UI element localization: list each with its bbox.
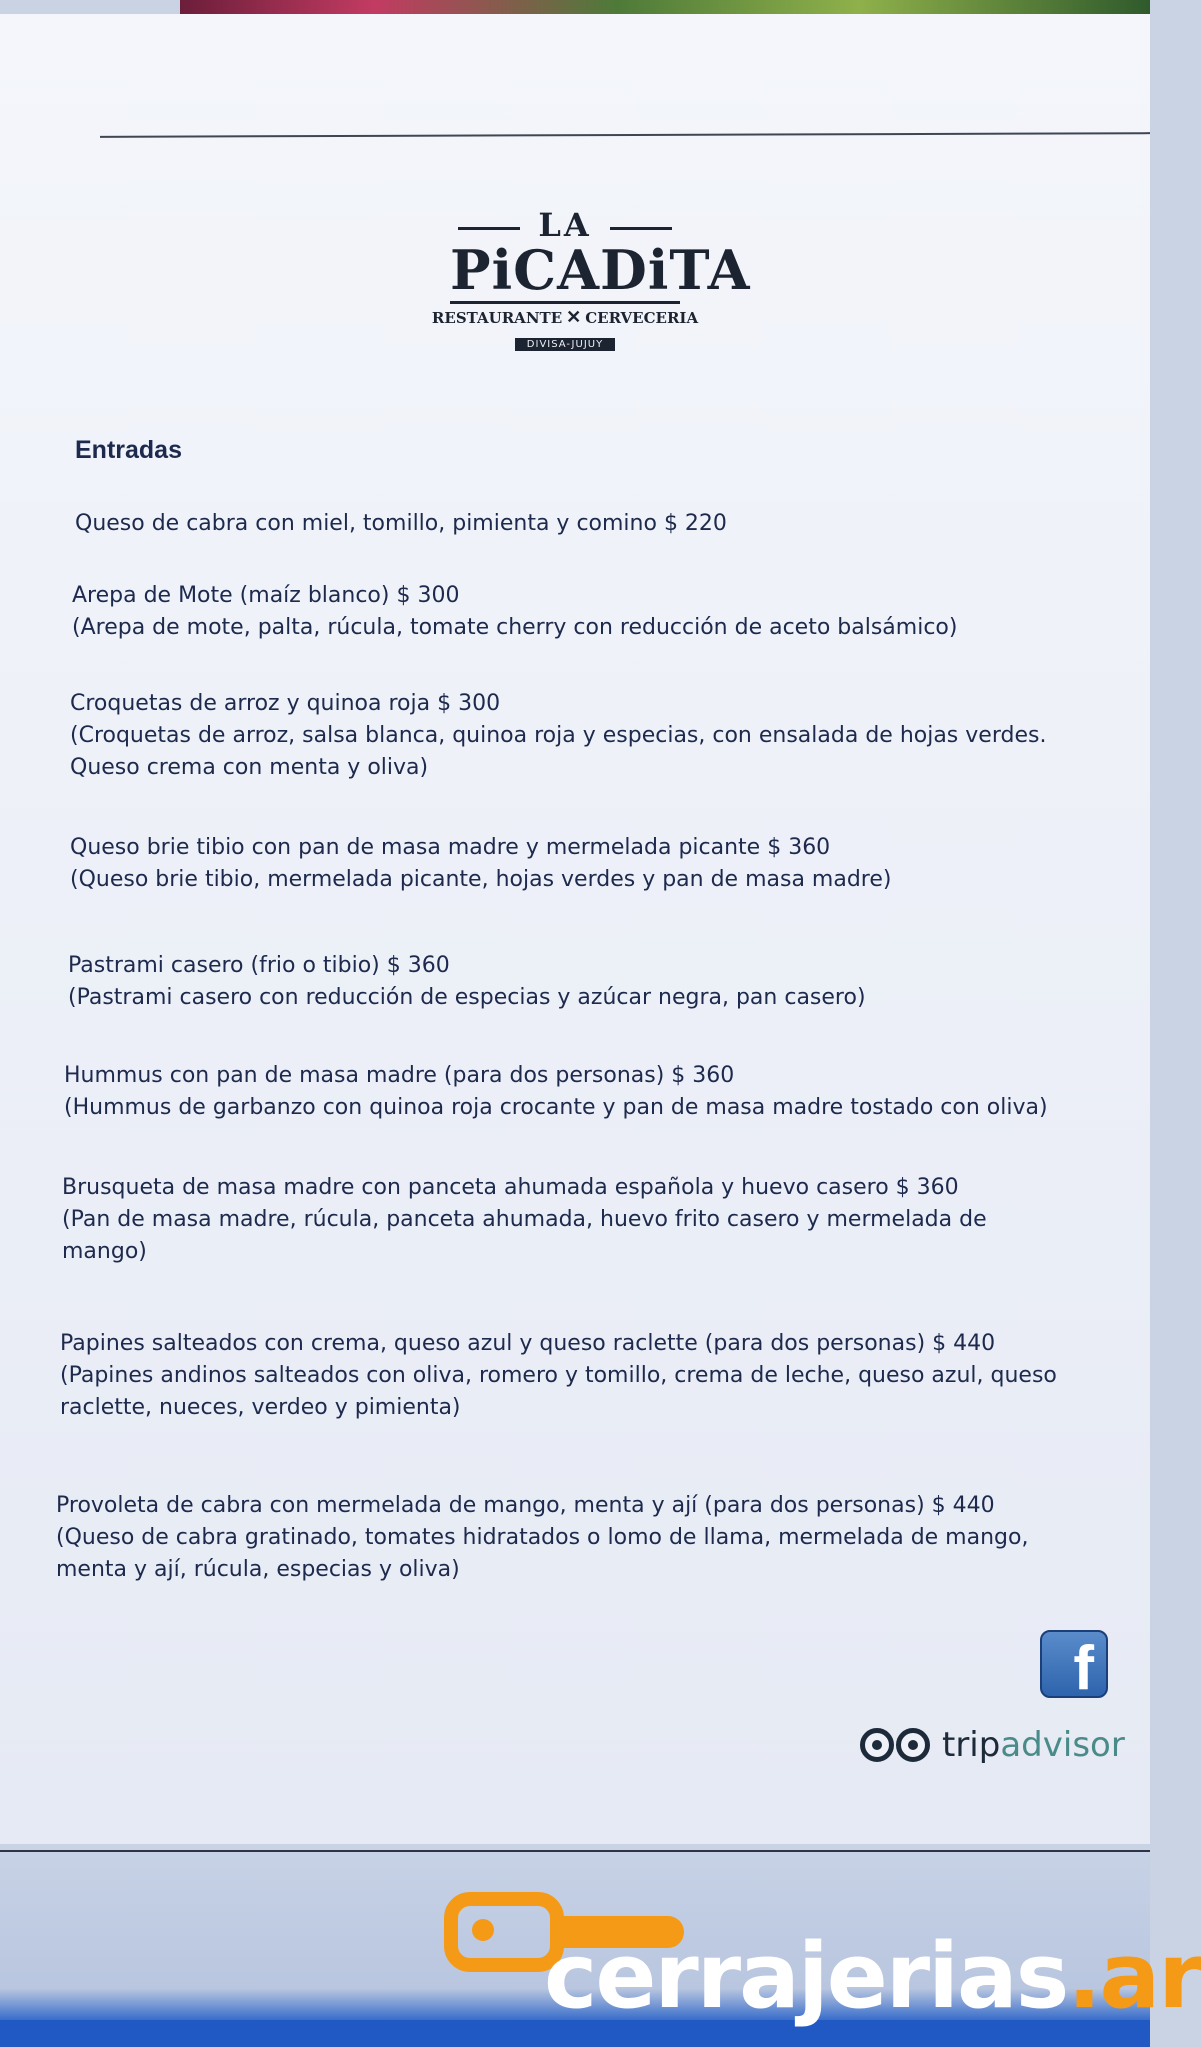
logo-ribbon: DIVISA-JUJUY xyxy=(515,338,615,351)
menu-item xyxy=(75,508,1135,540)
watermark-text xyxy=(544,1922,1201,2032)
menu-item-description: (Queso de cabra gratinado, tomates hidratados o lomo de llama, mermelada de mango, xyxy=(56,1525,1029,1550)
menu-item-description: mango) xyxy=(62,1239,147,1264)
menu-item-title: Croquetas de arroz y quinoa roja $ 300 xyxy=(70,691,501,716)
menu-item-description: (Hummus de garbanzo con quinoa roja crocante y pan de masa madre tostado con oliva) xyxy=(64,1095,1048,1120)
menu-item-title: Queso de cabra con miel, tomillo, pimienta y comino $ 220 xyxy=(75,511,727,536)
menu-item-description: (Queso brie tibio, mermelada picante, hojas verdes y pan de masa madre) xyxy=(70,867,892,892)
menu-item xyxy=(68,950,1128,1014)
watermark xyxy=(440,1886,1201,2036)
facebook-glyph: f xyxy=(1073,1634,1094,1703)
menu-item-description: (Pan de masa madre, rúcula, panceta ahumada, huevo frito casero y mermelada de xyxy=(62,1207,987,1232)
tripadvisor-logo[interactable] xyxy=(858,1720,1125,1770)
menu-item-description: raclette, nueces, verdeo y pimienta) xyxy=(60,1395,461,1420)
restaurant-logo xyxy=(431,205,751,385)
logo-sub-left: RESTAURANTE xyxy=(431,308,563,327)
menu-item-description: (Papines andinos salteados con oliva, romero y tomillo, crema de leche, queso azul, queso xyxy=(60,1363,1057,1388)
menu-item xyxy=(70,832,1130,896)
menu-item xyxy=(64,1060,1124,1124)
menu-item xyxy=(62,1172,1122,1268)
menu-item xyxy=(70,688,1130,784)
facebook-icon[interactable] xyxy=(1040,1630,1108,1703)
menu-item-title: Hummus con pan de masa madre (para dos personas) $ 360 xyxy=(64,1063,735,1088)
menu-item-title: Provoleta de cabra con mermelada de mango, menta y ají (para dos personas) $ 440 xyxy=(56,1493,995,1518)
watermark-tld: .ar xyxy=(1067,1924,1201,2029)
menu-item-title: Papines salteados con crema, queso azul y queso raclette (para dos personas) $ 440 xyxy=(60,1331,996,1356)
menu-item-title: Brusqueta de masa madre con panceta ahumada española y huevo casero $ 360 xyxy=(62,1175,959,1200)
menu-item-description: (Croquetas de arroz, salsa blanca, quinoa roja y especias, con ensalada de hojas verdes. xyxy=(70,723,1047,748)
menu-item-description: (Pastrami casero con reducción de especias y azúcar negra, pan casero) xyxy=(68,985,866,1010)
logo-sub-right: CERVECERIA xyxy=(585,308,699,327)
menu-item-description: Queso crema con menta y oliva) xyxy=(70,755,429,780)
watermark-name: cerrajerias xyxy=(544,1924,1068,2029)
menu-item-description: menta y ají, rúcula, especias y oliva) xyxy=(56,1557,460,1582)
section-title: Entradas xyxy=(75,436,182,464)
logo-subtitle xyxy=(431,301,699,328)
menu-item xyxy=(56,1490,1116,1586)
owl-eyes-icon xyxy=(858,1722,938,1768)
menu-item-description: (Arepa de mote, palta, rúcula, tomate cherry con reducción de aceto balsámico) xyxy=(72,615,958,640)
advisor-word: advisor xyxy=(1000,1725,1125,1765)
crossed-utensils-icon: ✕ xyxy=(566,307,582,328)
menu-item-title: Arepa de Mote (maíz blanco) $ 300 xyxy=(72,583,460,608)
logo-la: LA xyxy=(450,205,680,245)
menu-item xyxy=(60,1328,1120,1424)
menu-item-title: Pastrami casero (frio o tibio) $ 360 xyxy=(68,953,450,978)
logo-name: PiCADiTA xyxy=(450,238,751,302)
trip-word: trip xyxy=(942,1725,1001,1765)
menu-item-title: Queso brie tibio con pan de masa madre y mermelada picante $ 360 xyxy=(70,835,831,860)
menu-item xyxy=(72,580,1132,644)
tripadvisor-wordmark xyxy=(942,1725,1125,1765)
